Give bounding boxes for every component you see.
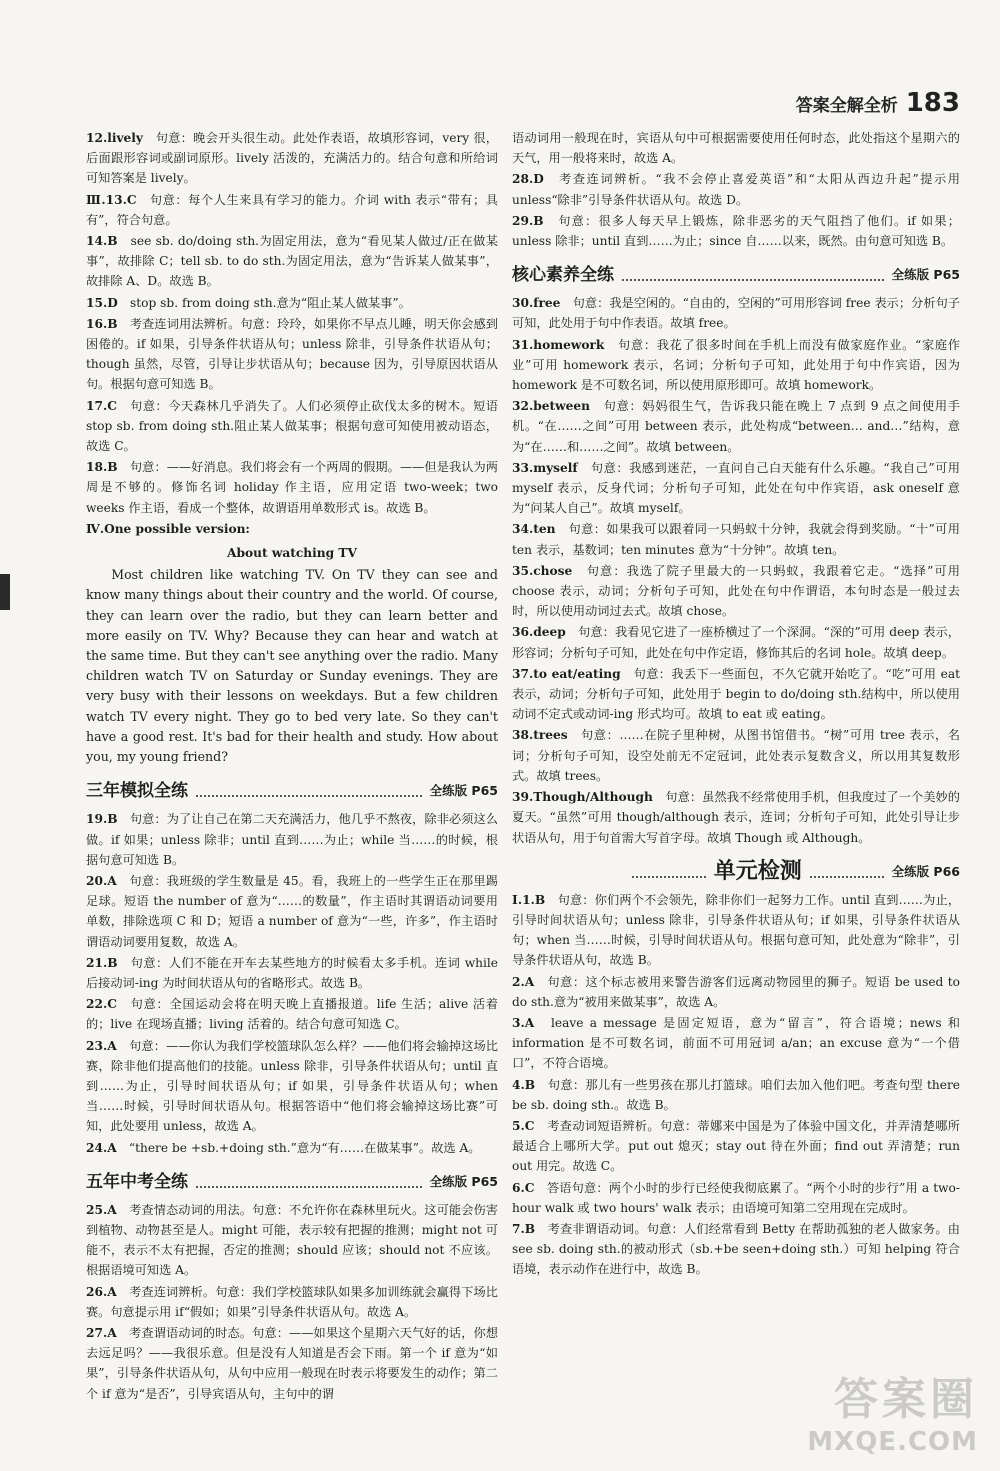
answer-entry — [86, 1036, 498, 1137]
answer-number: 4.B — [512, 1077, 536, 1092]
answer-number: 5.C — [512, 1118, 535, 1133]
section-title: 单元检测 — [713, 858, 802, 884]
answer-entry — [512, 972, 960, 1012]
answer-number: 35.chose — [512, 563, 573, 578]
answer-entry — [512, 1116, 960, 1177]
answer-explanation: 句意：我班级的学生数量是 45。看，我班上的一些学生正在那里踢足球。短语 the number of 意为“……的数量”，作主语时其谓语动词要用单数，排除选项 C 和 D；短语 a number of 意为“一些，许多”，作主语时谓语动词要用复数，故选 A。 — [86, 873, 498, 949]
essay-body: Most children like watching TV. On TV they can see and know many things about their country and the world. Of course, they can learn over the radio, but they can learn better and more easily on TV. Why? Because they can hear and watch at the same time. But they can't see anything over the radio. Many children watch TV on Saturday or Sunday evenings. They are very busy with their lessons on weekdays. But a few children watch TV every night. They go to bed very late. So they can't have a good rest. It's bad for their health and study. How about you, my young friend? — [86, 567, 498, 765]
answer-number: 36.deep — [512, 625, 566, 640]
answer-explanation: 句意：很多人每天早上锻炼，除非恶劣的天气阻挡了他们。if 如果；unless 除非；until 直到……为止；since 自……以来，既然。由句意可知选 B。 — [512, 213, 960, 249]
answer-explanation: 句意：我是空闲的。“自由的，空闲的”可用形容词 free 表示；分析句子可知，此处用于句中作表语。故填 free。 — [512, 296, 960, 331]
answer-entry — [86, 1138, 498, 1158]
answer-number: 24.A — [86, 1140, 117, 1155]
sannian-entries — [86, 809, 498, 1157]
page-number: 183 — [905, 88, 960, 118]
answer-entry — [512, 458, 960, 519]
danyuan-entries — [512, 890, 960, 1280]
answer-number: Ⅲ.13.C — [86, 192, 137, 207]
essay-title: About watching TV — [227, 546, 357, 561]
answer-entry — [512, 622, 960, 662]
answer-explanation: 句意：每个人生来具有学习的能力。介词 with 表示“带有；具有”，符合句意。 — [86, 192, 498, 227]
answer-entry — [512, 128, 960, 168]
answer-number: 27.A — [86, 1325, 117, 1340]
answer-entry — [512, 169, 960, 209]
answer-explanation: 句意：你们两个不会领先，除非你们一起努力工作。until 直到……为止，引导时间状语从句；unless 除非，引导条件状语从句；if 如果，引导条件状语从句；when 当……时候，引导时间状语从句。根据句意可知，此处意为“除非”，引导条件状语从句，故选 B。 — [512, 892, 961, 968]
answer-number: 2.A — [512, 974, 535, 989]
answer-entry — [512, 293, 960, 333]
answer-explanation: 句意：如果我可以跟着同一只蚂蚁十分钟，我就会得到奖励。“十”可用 ten 表示，基数词；ten minutes 意为“十分钟”。故填 ten。 — [512, 522, 960, 557]
answer-entry — [512, 725, 960, 786]
answer-number: 25.A — [86, 1202, 117, 1217]
answer-entry — [86, 190, 498, 230]
answer-entry — [512, 787, 960, 848]
watermark-logo-text: 答案圈 — [834, 1374, 978, 1425]
answer-entry — [86, 1323, 498, 1404]
answer-number: 19.B — [86, 812, 118, 827]
answer-entry — [86, 871, 498, 952]
answer-entry — [512, 211, 960, 251]
answer-number: 20.A — [86, 873, 117, 888]
answer-entry — [512, 890, 960, 971]
answer-explanation: 句意：那儿有一些男孩在那儿打篮球。咱们去加入他们吧。考查句型 there be sb. doing sth.。故选 B。 — [512, 1077, 960, 1112]
answer-explanation: 句意：这个标志被用来警告游客们远离动物园里的狮子。短语 be used to do sth.意为“被用来做某事”，故选 A。 — [512, 974, 960, 1009]
answer-explanation: 句意：——好消息。我们将会有一个两周的假期。——但是我认为两周是不够的。修饰名词 holiday 作主语，应用定语 two-week；two weeks 作主语，看成一个整体，故谓语用单数形式 is。故选 B。 — [86, 460, 498, 515]
answer-number: 3.A — [512, 1015, 535, 1030]
answer-explanation: 句意：晚会开头很生动。此处作表语，故填形容词，very 很，后面跟形容词或副词原形。lively 活泼的，充满活力的。结合句意和所给词可知答案是 lively。 — [86, 131, 498, 186]
answer-entry — [512, 519, 960, 559]
answer-number: Ⅰ.1.B — [512, 892, 546, 907]
answer-entry — [86, 1282, 498, 1322]
answer-entry — [86, 809, 498, 870]
answer-number: 18.B — [86, 460, 118, 475]
section-title: 核心素养全练 — [512, 265, 614, 286]
answer-entry — [512, 1178, 960, 1218]
section-divider — [810, 866, 884, 878]
answer-number: 6.C — [512, 1180, 535, 1195]
answer-number: 21.B — [86, 955, 118, 970]
answer-number: 34.ten — [512, 522, 556, 537]
answer-number: 31.homework — [512, 337, 605, 352]
answer-explanation: 考查动词短语辨析。句意：蒂娜来中国是为了体验中国文化，并弄清楚哪所最适合上哪所大学。put out 熄灭；stay out 待在外面；find out 弄清楚；run out 用完。故选 C。 — [512, 1118, 960, 1174]
answer-number: 38.trees — [512, 728, 568, 743]
answer-number: 16.B — [86, 316, 118, 331]
hexin-entries — [512, 293, 960, 847]
binding-edge-mark — [0, 574, 10, 610]
wunian-entries — [86, 1200, 498, 1404]
answer-explanation: 语动词用一般现在时，宾语从句中可根据需要使用任何时态，此处指这个星期六的天气，用一般将来时，故选 A。 — [512, 131, 960, 166]
answer-entry — [86, 128, 498, 189]
answer-explanation: 句意：我丢下一些面包，不久它就开始吃了。“吃”可用 eat 表示，动词；分析句子可知，此处用于 begin to do/doing sth.结构中，所以使用动词不定式或动词-ing 形式均可。故填 to eat 或 eating。 — [512, 666, 961, 722]
answer-explanation: 句意：为了让自己在第二天充满活力，他几乎不熬夜，除非必须这么做。if 如果；unless 除非；until 直到……为止；while 当……的时候，根据句意可知选 B。 — [86, 812, 498, 867]
answer-entry — [86, 519, 498, 539]
section-head-sannian — [86, 777, 498, 805]
left-intro-entries — [86, 128, 498, 539]
answer-number: 14.B — [86, 234, 118, 249]
answer-number: 7.B — [512, 1221, 536, 1236]
section-ref: 全练版 P65 — [429, 783, 498, 799]
answer-number: 29.B — [512, 213, 544, 228]
section-ref: 全练版 P65 — [891, 267, 960, 283]
answer-explanation: 考查情态动词的用法。句意：不允许你在森林里玩火。这可能会伤害到植物、动物甚至是人。might 可能，表示较有把握的推测；might not 可能不，表示不太有把握，否定的推测；should 应该；should not 不应该。根据语境可知选 A。 — [86, 1202, 498, 1278]
section-divider — [622, 269, 884, 281]
section-head-wunian — [86, 1168, 498, 1196]
answer-explanation: 考查非谓语动词。句意：人们经常看到 Betty 在帮助孤独的老人做家务。由 see sb. doing sth.的被动形式（sb.+be seen+doing sth.）可知 helping 符合语境，表示动作在进行中，故选 B。 — [512, 1221, 960, 1277]
answer-entry — [512, 396, 960, 457]
answer-explanation: stop sb. from doing sth.意为“阻止某人做某事”。 — [117, 295, 411, 310]
answer-explanation: 句意：全国运动会将在明天晚上直播报道。life 生活；alive 活着的；live 在现场直播；living 活着的。结合句意可知选 C。 — [86, 997, 498, 1032]
answer-explanation: 答语句意：两个小时的步行已经使我彻底累了。“两个小时的步行”用 a two-hour walk 或 two hours' walk 表示；由语境可知第二空用现在完成时。 — [512, 1180, 960, 1215]
answer-entry — [86, 953, 498, 993]
section-title: 五年中考全练 — [86, 1171, 188, 1192]
answer-number: 33.myself — [512, 460, 578, 475]
answer-entry — [86, 1200, 498, 1281]
answer-explanation: 考查连词用法辨析。句意：玲玲，如果你不早点儿睡，明天你会感到困倦的。if 如果，引导条件状语从句；unless 除非，引导条件状语从句；though 虽然，尽管，引导让步状语从句；because 因为，引导原因状语从句。根据句意可知选 B。 — [86, 316, 498, 392]
section-head-danyuan — [512, 858, 960, 886]
section-divider — [632, 866, 706, 878]
answer-entry — [86, 314, 498, 395]
answer-entry — [512, 335, 960, 396]
answer-explanation: 句意：我选了院子里最大的一只蚂蚁，我跟着它走。“选择”可用 choose 表示，动词；分析句子可知，此处在句中作谓语，本句时态是一般过去时，所以使用动词过去式。故填 chose。 — [512, 563, 960, 619]
answer-entry — [512, 1219, 960, 1280]
answer-entry — [86, 231, 498, 292]
header-title: 答案全解全析 — [795, 96, 898, 116]
answer-entry — [512, 1013, 960, 1074]
watermark — [807, 1363, 978, 1457]
answer-number: 22.C — [86, 997, 117, 1012]
answer-explanation: “there be +sb.+doing sth.”意为“有……在做某事”。故选 A。 — [116, 1140, 481, 1155]
right-continued-entries — [512, 128, 960, 251]
answer-explanation: 句意：人们不能在开车去某些地方的时候看太多手机。连词 while 后接动词-ing 为时间状语从句的省略形式。故选 B。 — [86, 955, 498, 990]
answer-explanation: leave a message 是固定短语，意为“留言”，符合语境；news 和 information 是不可数名词，前面不可用冠词 a/an；an excuse 意为“一个借口”，不符合语境。 — [512, 1015, 960, 1071]
section-head-hexin — [512, 261, 960, 289]
section-divider — [196, 785, 422, 797]
answer-number: 12.lively — [86, 131, 144, 145]
left-column — [86, 128, 498, 1405]
answer-explanation: 句意：妈妈很生气，告诉我只能在晚上 7 点到 9 点之间使用手机。“在……之间”可用 between 表示，此处构成“between… and…”结构，意为“在……和……之间”。故填 between。 — [512, 399, 960, 454]
answer-number: 30.free — [512, 296, 561, 311]
section-divider — [196, 1176, 422, 1188]
answer-number: 39.Though/Although — [512, 790, 653, 805]
answer-number: 28.D — [512, 172, 544, 187]
answer-entry — [86, 994, 498, 1034]
answer-explanation: 考查连词辨析。句意：我们学校篮球队如果多加训练就会赢得下场比赛。句意提示用 if“假如；如果”引导条件状语从句。故选 A。 — [86, 1284, 498, 1319]
right-column — [512, 128, 960, 1281]
answer-entry — [86, 457, 498, 518]
section-title: 三年模拟全练 — [86, 781, 188, 802]
answer-explanation: 句意：——你认为我们学校篮球队怎么样？——他们将会输掉这场比赛，除非他们提高他们的技能。unless 除非，引导条件状语从句；until 直到……为止，引导时间状语从句；if 如果，引导条件状语从句；when 当……时候，引导时间状语从句。根据答语中“他们将会输掉这场比赛”可知，此处要用 unless，故选 A。 — [86, 1038, 498, 1134]
answer-number: 37.to eat/eating — [512, 666, 621, 681]
answer-explanation: 考查谓语动词的时态。句意：——如果这个星期六天气好的话，你想去远足吗？——我很乐意。但是没有人知道是否会下雨。第一个 if 意为“如果”，引导条件状语从句，从句中应用一般现在时表示将要发生的动作；第二个 if 意为“是否”，引导宾语从句，主句中的谓 — [86, 1325, 498, 1401]
section-ref: 全练版 P66 — [891, 863, 960, 879]
answer-number: 26.A — [86, 1284, 117, 1299]
answer-explanation: see sb. do/doing sth.为固定用法，意为“看见某人做过/正在做某事”，故排除 C；tell sb. to do sth.为固定用法，意为“告诉某人做某事”，故排除 A、D。故选 B。 — [86, 234, 498, 289]
answer-number: Ⅳ.One possible version: — [86, 521, 250, 536]
answer-number: 32.between — [512, 399, 590, 414]
section-ref: 全练版 P65 — [429, 1173, 498, 1189]
answer-explanation: 句意：我看见它进了一座桥横过了一个深洞。“深的”可用 deep 表示，形容词；分析句子可知，此处在句中作定语，修饰其后的名词 hole。故填 deep。 — [512, 625, 960, 660]
answer-entry — [512, 1075, 960, 1115]
answer-explanation: 句意：……在院子里种树，从图书馆借书。“树”可用 tree 表示，名词；分析句子可知，设空处前无不定冠词，此处表示复数含义，所以用其复数形式。故填 trees。 — [512, 728, 960, 783]
answer-number: 23.A — [86, 1038, 117, 1053]
answer-explanation: 句意：我感到迷茫，一直问自己白天能有什么乐趣。“我自己”可用 myself 表示，反身代词；分析句子可知，此处在句中作宾语，ask oneself 意为“问某人自己”。故填 myself。 — [512, 460, 960, 516]
answer-explanation: 句意：虽然我不经常使用手机，但我度过了一个美妙的夏天。“虽然”可用 though/although 表示，连词；分析句子可知，此处引导让步状语从句，用于句首需大写首字母。故填 Though 或 Although。 — [512, 790, 960, 845]
answer-entry — [86, 293, 498, 313]
answer-entry — [512, 664, 960, 725]
answer-entry — [86, 396, 498, 457]
answer-entry — [512, 561, 960, 622]
answer-number: 17.C — [86, 398, 117, 413]
answer-explanation: 考查连词辨析。“我不会停止喜爱英语”和“太阳从西边升起”提示用 unless“除非”引导条件状语从句。故选 D。 — [512, 172, 960, 207]
page-header — [796, 88, 960, 118]
watermark-url: MXQE.COM — [807, 1427, 978, 1457]
answer-explanation: 句意：我花了很多时间在手机上而没有做家庭作业。“家庭作业”可用 homework 表示，名词；分析句子可知，此处用于句中作宾语，因为 homework 是不可数名词，所以使用原形即可。故填 homework。 — [512, 337, 960, 393]
answer-explanation: 句意：今天森林几乎消失了。人们必须停止砍伐太多的树木。短语 stop sb. from doing sth.阻止某人做某事；根据句意可知使用被动语态，故选 C。 — [86, 398, 498, 454]
answer-number: 15.D — [86, 295, 118, 310]
